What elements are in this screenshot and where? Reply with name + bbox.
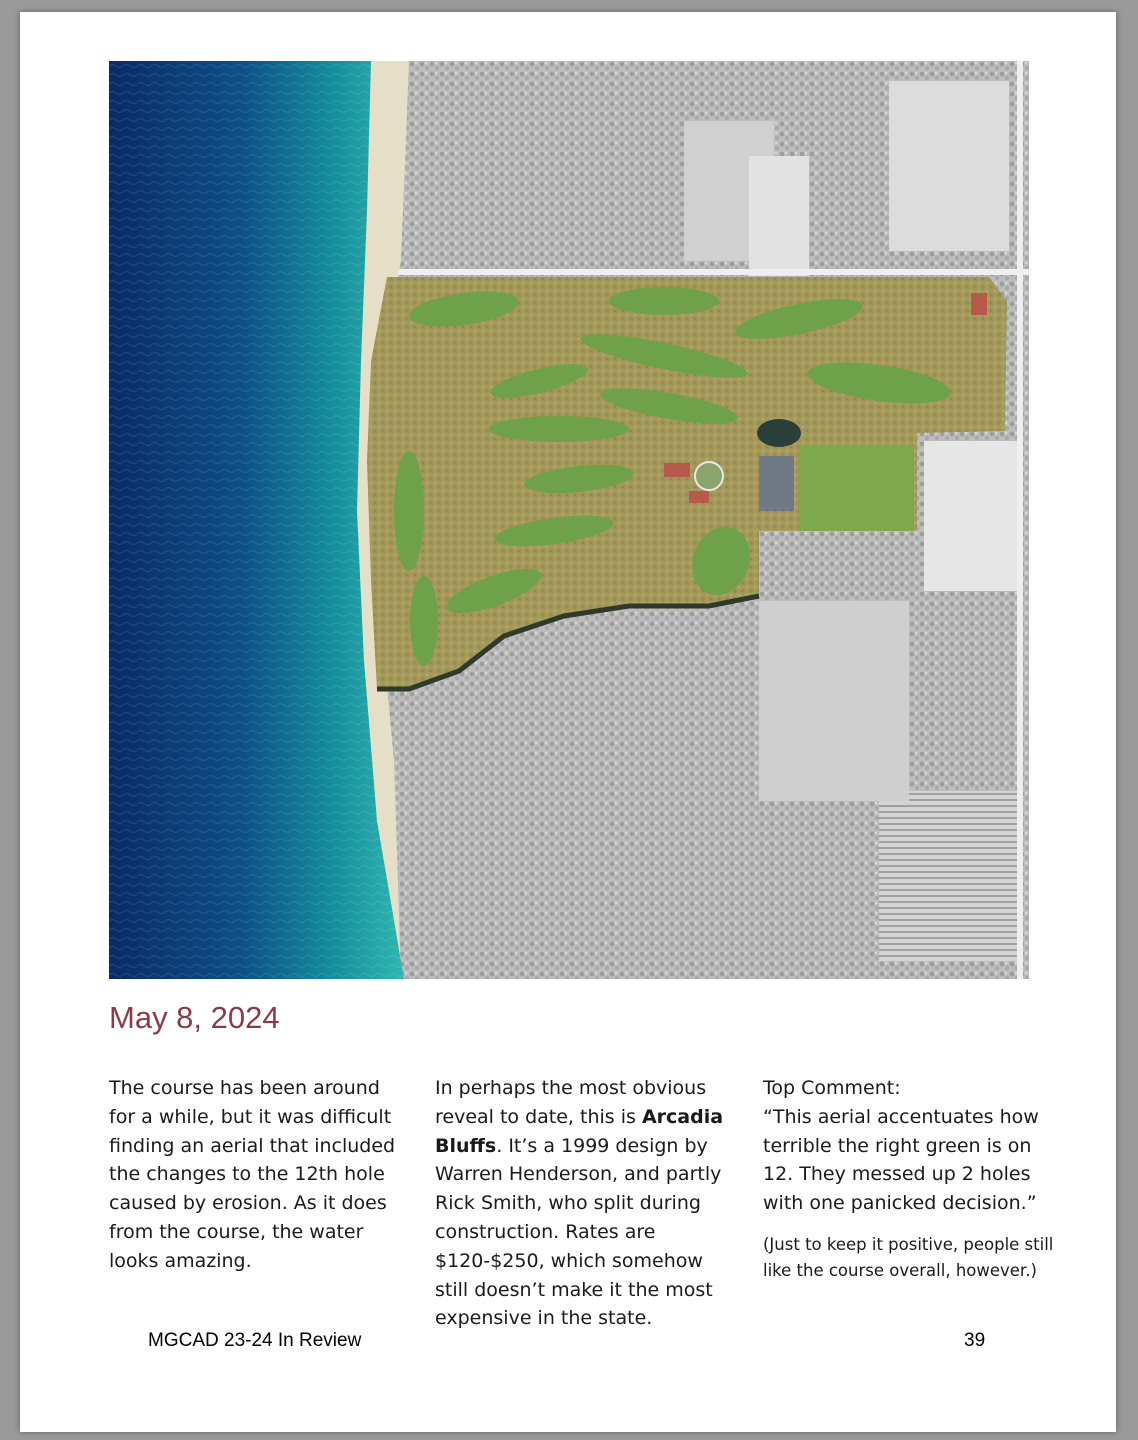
column-3 — [763, 1074, 1063, 1285]
column-2-intro: In perhaps the most obvious reveal to date, this is — [435, 1077, 707, 1128]
column-2-text — [435, 1074, 735, 1333]
page-number: 39 — [964, 1330, 986, 1351]
column-2 — [435, 1074, 735, 1333]
article-date: May 8, 2024 — [109, 1000, 280, 1035]
course-name: Arcadia Bluffs — [435, 1105, 724, 1157]
column-1-text: The course has been around for a while, but it was difficult finding an aerial that included the changes to the 12th hole caused by erosion. As it does from the course, the water looks amazing. — [109, 1077, 396, 1272]
aerial-map-graphic — [109, 61, 1029, 979]
column-1 — [109, 1074, 409, 1276]
top-comment-quote: “This aerial accentuates how terrible the right green is on 12. They messed up 2 holes with one panicked decision.” — [763, 1105, 1039, 1215]
top-comment-note: (Just to keep it positive, people still like the course overall, however.) — [763, 1234, 1054, 1281]
footer-publication: MGCAD 23-24 In Review — [148, 1330, 362, 1351]
document-page — [20, 12, 1116, 1432]
top-comment-heading: Top Comment: — [763, 1077, 901, 1099]
column-2-details: . It’s a 1999 design by Warren Henderson, and partly Rick Smith, who split during construction. Rates are $120-$250, which somehow still doesn’t make it the most expensive in the state. — [435, 1134, 722, 1330]
aerial-photo — [109, 61, 1029, 979]
